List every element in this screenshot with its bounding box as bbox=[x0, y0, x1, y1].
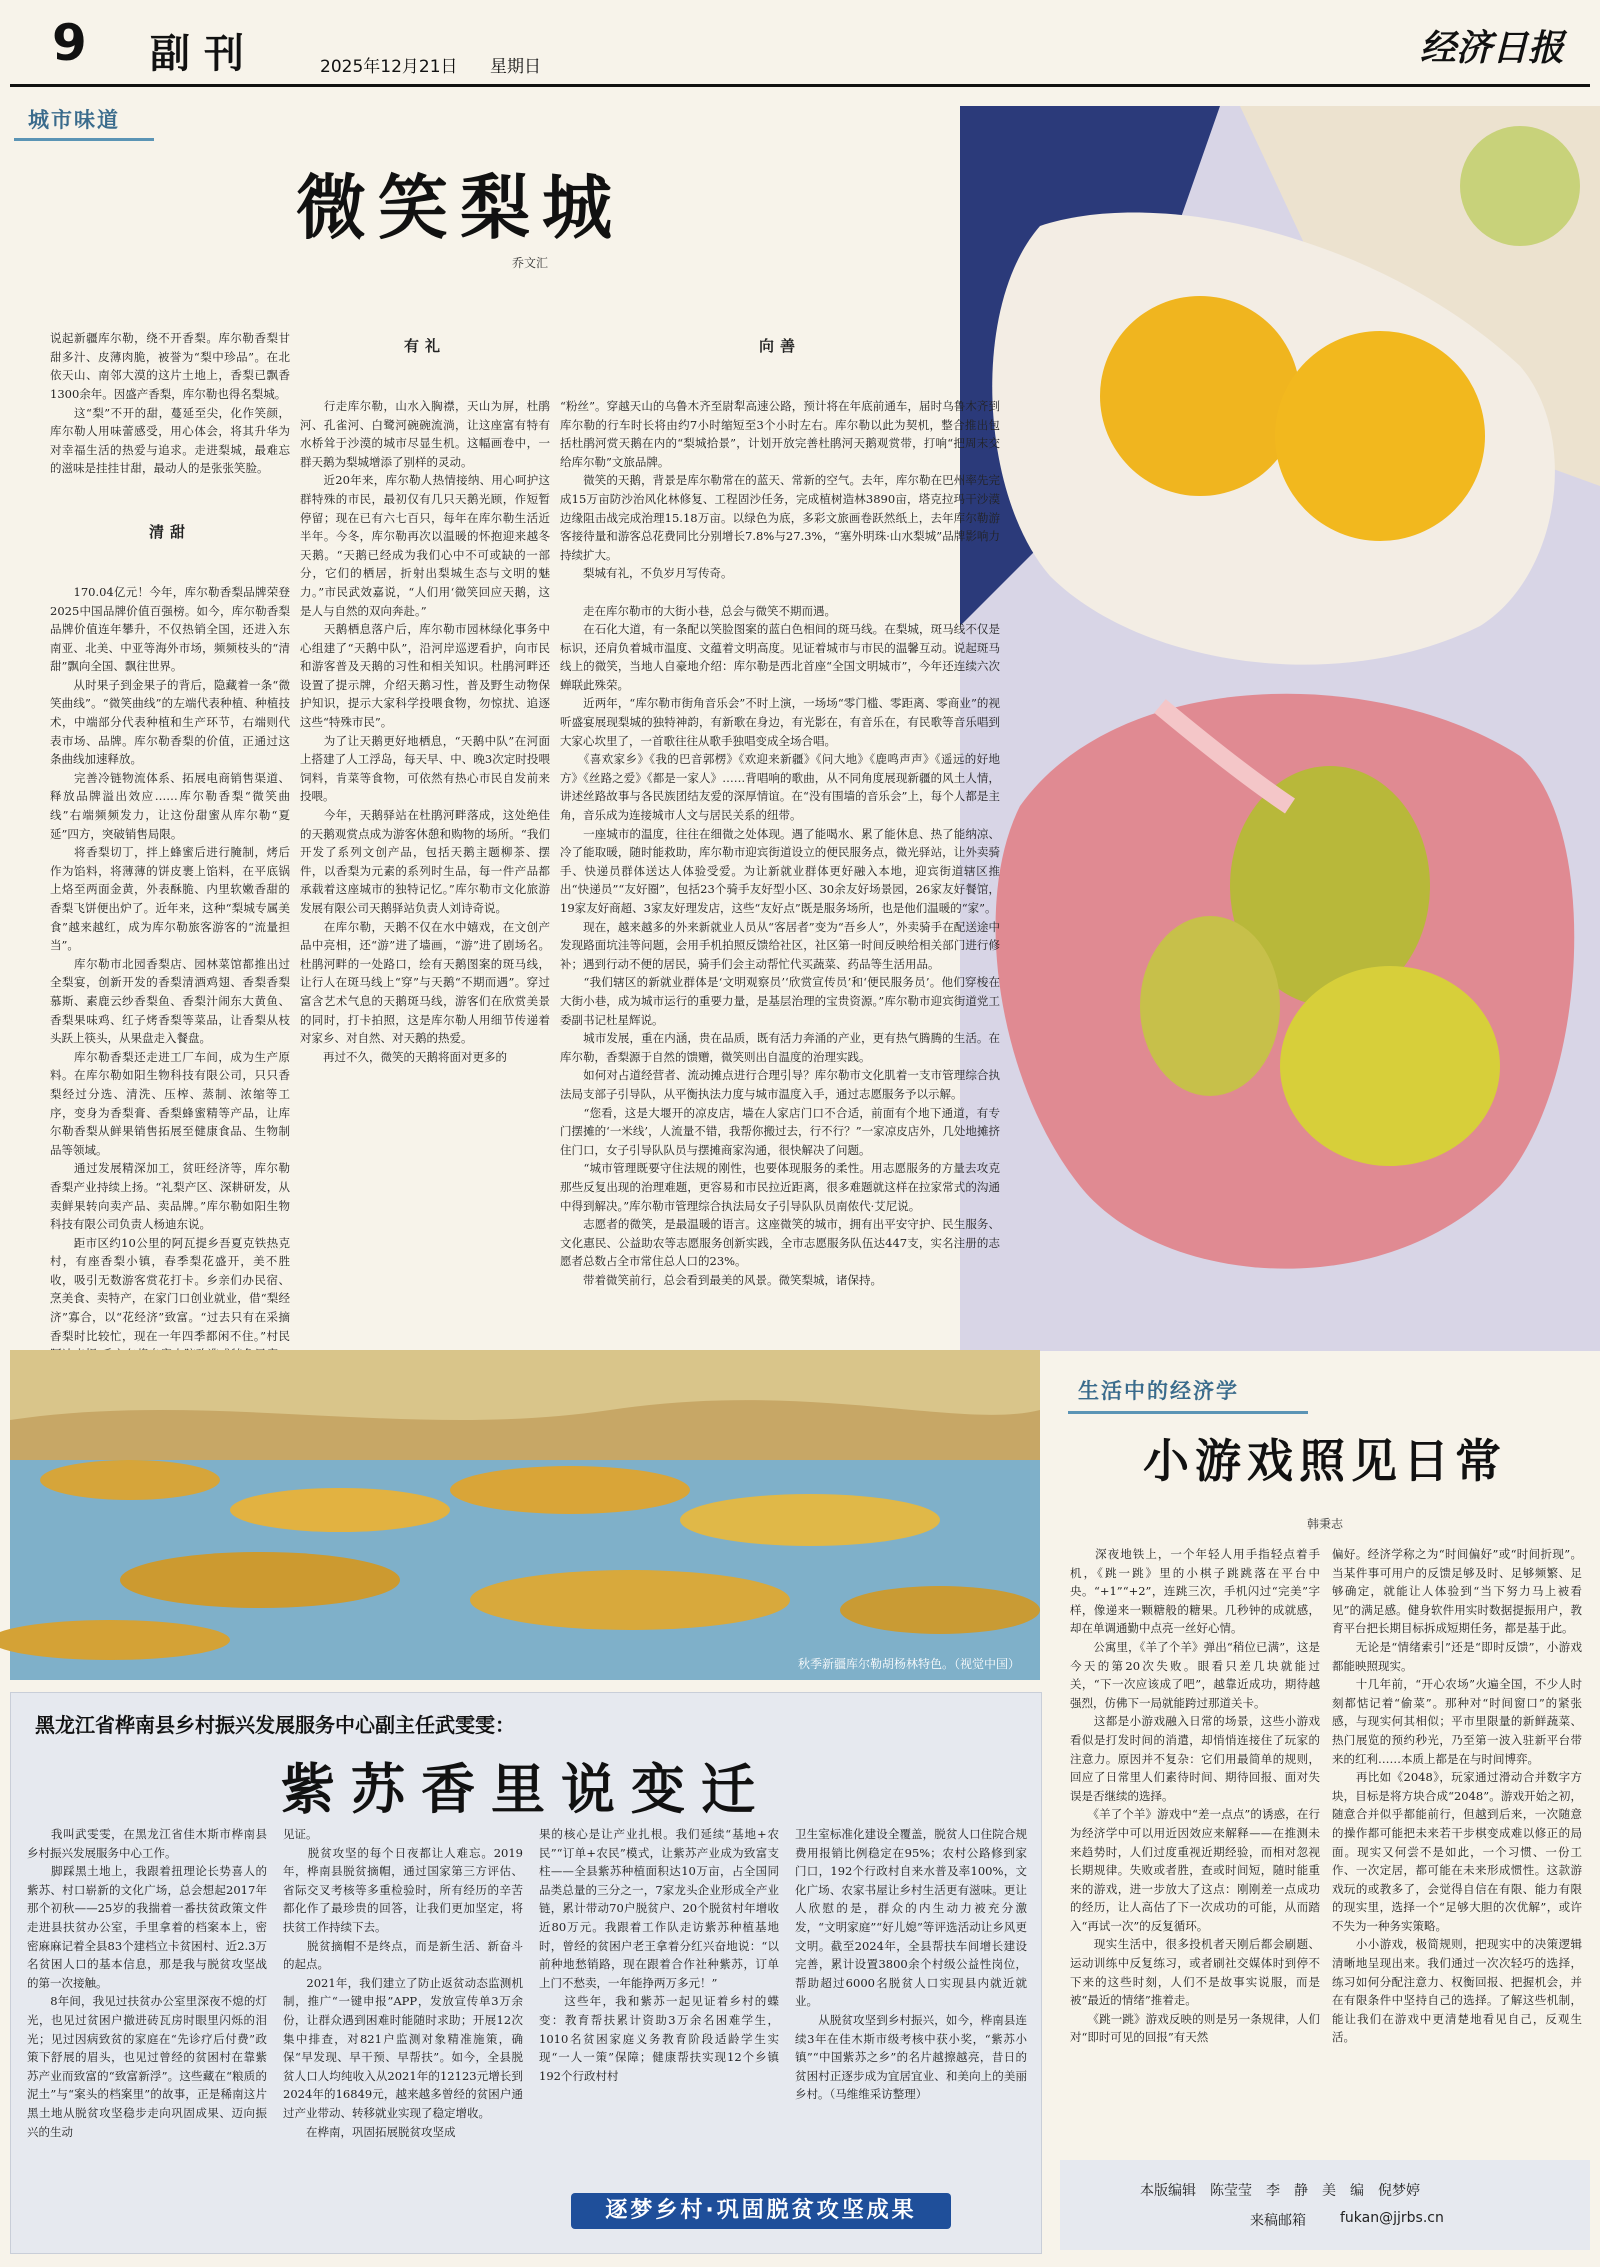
column-tag-underline bbox=[14, 138, 154, 141]
populus-forest-image bbox=[10, 1350, 1040, 1680]
article-column-3 bbox=[560, 292, 1000, 1352]
contact-email[interactable]: fukan@jjrbs.cn bbox=[1340, 2210, 1444, 2226]
article-title: 紫苏香里说变迁 bbox=[281, 1758, 771, 1821]
article-small-games bbox=[1060, 1355, 1590, 2145]
photo-caption: 秋季新疆库尔勒胡杨林特色。（视觉中国） bbox=[797, 1657, 1020, 1671]
article-column-1 bbox=[50, 292, 290, 1352]
section-heading: 有礼 bbox=[403, 337, 446, 356]
article-column-right: 偏好。经济学称之为“时间偏好”或“时间折现”。当某件事可用户的反馈足够及时、足够频繁、足够确定，就能让人体验到“当下努力马上被看见”的满足感。健身软件用实时数据提振用户，教育平台把长期目标拆成短期任务，都是基于此。 无论是“情绪索引”还是“即时反馈”，小游戏都能映照现实。 十几年前，“开心农场”火遍全国，不少人时刻都惦记着“偷菜”。那种对“时间窗口”的紧张感，与现实何其相似；平市里限量的新鲜蔬菜、热门展览的预约秒光，乃至第一波入驻新平台带来的红利……本质上都是在与时间博弈。 再比如《2048》，玩家通过滑动合并数字方块，目标是将方块合成“2048”。游戏开始之初，随意合并似乎都能前行，但越到后来，一次随意的操作都可能把未来若干步棋变成难以修正的局面。现实又何尝不是如此，一个习惯、一份工作、一次定居，都可能在未来形成惯性。这款游戏玩的或教多了，会觉得自信在有限、能力有限的现实里，选择一个“足够大胆的次优解”，或许不失为一种务实策略。 小小游戏，极简规则，把现实中的决策逻辑清晰地呈现出来。我们通过一次次轻巧的选择，练习如何分配注意力、权衡回报、把握机会，并在有限条件中坚持自己的选择。了解这些机制，能让我们在游戏中更清楚地看见自己，反观生活。 bbox=[1332, 1547, 1582, 2045]
header-rule bbox=[10, 84, 1590, 87]
section-heading: 清甜 bbox=[148, 523, 191, 542]
landscape-photo bbox=[10, 1350, 1040, 1680]
article-author: 韩秉志 bbox=[1306, 1517, 1343, 1531]
page-number: 9 bbox=[52, 14, 87, 72]
article-title: 微笑梨城 bbox=[296, 167, 624, 249]
article-column-2 bbox=[300, 292, 550, 1352]
contact-label: 来稿邮箱 bbox=[1250, 2213, 1306, 2229]
column-tag-underline bbox=[1068, 1411, 1308, 1414]
campaign-banner: 逐梦乡村·巩固脱贫攻坚成果 bbox=[571, 2193, 951, 2229]
article-title: 小游戏照见日常 bbox=[1143, 1434, 1507, 1488]
article-smiling-pear-city bbox=[0, 92, 1600, 1362]
article-column-3: 果的核心是让产业扎根。我们延续“基地+农民”“订单+农民”模式，让紫苏产业成为致富支柱——全县紫苏种植面积达10万亩，占全国同品类总量的三分之一，7家龙头企业形成全产业链，累计带动70户脱贫户、20个脱贫村年增收近80万元。我跟着工作队走访紫苏种植基地时，曾经的贫困户老王拿着分红兴奋地说：“以前种地愁销路，现在跟着合作社种紫苏，订单上门不愁卖，一年能挣两万多元！” 这些年，我和紫苏一起见证着乡村的蝶变：教育帮扶累计资助3万余名困难学生，1010名贫困家庭义务教育阶段适龄学生实现“一人一策”保障；健康帮扶实现12个乡镇192个行政村村 bbox=[539, 1827, 779, 2083]
editor-credits: 本版编辑 陈莹莹 李 静 美 编 倪梦婷 bbox=[1140, 2183, 1420, 2199]
pear-illustration bbox=[960, 106, 1600, 1351]
section-name: 副刊 bbox=[150, 31, 258, 77]
page-header bbox=[0, 0, 1600, 90]
intro-paragraph: 说起新疆库尔勒，绕不开香梨。库尔勒香梨甘甜多汁、皮薄肉脆，被誉为“梨中珍品”。在北依天山、南邻大漠的这片土地上，香梨已飘香1300余年。因盛产香梨，库尔勒也得名梨城。 这“梨”不开的甜，蔓延至尖，化作笑颜，库尔勒人用味蕾感受，用心体会，将其升华为对幸福生活的热爱与追求。走进梨城，最难忘的滋味是挂挂甘甜，最动人的是张张笑脸。 bbox=[50, 331, 290, 476]
section-body: 行走库尔勒，山水入胸襟，天山为屏，杜鹃河、孔雀河、白鹭河碗碗流淌，让这座富有特有水桥耸于沙漠的城市尽显生机。这幅画卷中，一群天鹅为梨城增添了别样的灵动。 近20年来，库尔勒人热情接纳、用心呵护这群特殊的市民，最初仅有几只天鹅光顾，作短暂停留；现在已有六七百只，每年在库尔勒生活近半年。今冬，库尔勒再次以温暖的怀抱迎来越冬天鹅。“天鹅已经成为我们心中不可或缺的一部分，它们的栖居，折射出梨城生态与文明的魅力。”市民武效嘉说，“人们用‘微笑回应天鹅，这是人与自然的双向奔赴。” 天鹅栖息落户后，库尔勒市园林绿化事务中心组建了“天鹅中队”，沿河岸巡逻看护，向市民和游客普及天鹅的习性和相关知识。杜鹃河畔还设置了提示牌，介绍天鹅习性，普及野生动物保护知识，提示大家科学投喂食物，勿惊扰、追逐这些“特殊市民”。 为了让天鹅更好地栖息，“天鹅中队”在河面上搭建了人工浮岛，每天早、中、晚3次定时投喂饲料，肯菜等食物，可依然有热心市民自发前来投喂。 今年，天鹅驿站在杜鹃河畔落成，这处绝佳的天鹅观赏点成为游客休憩和购物的场所。“我们开发了系列文创产品，包括天鹅主题柳茶、摆件，以香梨为元素的系列时生品，每一件产品都承载着这座城市的独特记忆。”库尔勒市文化旅游发展有限公司天鹅驿站负责人刘诗奇说。 在库尔勒，天鹅不仅在水中嬉戏，在文创产品中亮相，还“游”进了墙画，“游”进了剧场名。杜鹃河畔的一处路口，绘有天鹅图案的斑马线，让行人在斑马线上“穿”与天鹅“不期而遇”。穿过富含艺术气息的天鹅斑马线，游客们在欣赏美景的同时，打卡拍照，这是库尔勒人用细节传递着对家乡、对自然、对天鹅的热爱。 再过不久，微笑的天鹅将面对更多的 bbox=[300, 398, 550, 1064]
issue-date: 2025年12月21日 bbox=[320, 57, 458, 77]
article-perilla-box bbox=[10, 1692, 1042, 2254]
article-column-left: 深夜地铁上，一个年轻人用手指轻点着手机，《跳一跳》里的小棋子跳跳落在平台中央。“+1”“+2”，连跳三次，手机闪过“完美”字样，像递来一颗糖般的糖果。几秒钟的成就感，却在单调通勤中点亮一丝好心情。 公寓里，《羊了个羊》弹出“稍位已满”，这是今天的第20次失败。眼看只差几块就能过关，“下一次应该成了吧”，越靠近成功，期待越强烈，仿佛下一局就能跨过那道关卡。 这都是小游戏融入日常的场景，这些小游戏看似是打发时间的消遣，却悄悄连接住了玩家的注意力。原因并不复杂：它们用最简单的规则，回应了日常里人们素待时间、期待回报、面对失误是否继续的选择。 《羊了个羊》游戏中“差一点点”的诱惑，在行为经济学中可以用近因效应来解释——在推测未来趋势时，人们过度重视近期经验，而相对忽视长期规律。失败或者胜，查或时间短，随时能重来的游戏，进一步放大了这点：刚刚差一点成功的经历，让人高估了下一次成功的可能，从而踏入“再试一次”的反复循环。 现实生活中，很多投机者天刚后都会刷题、运动训练中反复练习，或者刷社交媒体时到停不下来的这些时刻，人们不是故事实说服，而是被“最近的情绪”推着走。 《跳一跳》游戏反映的则是另一条规律，人们对“即时可见的回报”有天然 bbox=[1070, 1547, 1320, 2045]
issue-weekday: 星期日 bbox=[490, 57, 541, 77]
section-body: 170.04亿元！今年，库尔勒香梨品牌荣登2025中国品牌价值百强榜。如今，库尔勒香梨品牌价值连年攀升，不仅热销全国，还进入东南亚、北美、中亚等海外市场，频频枝头的“清甜”飘向全国、飘往世界。 从时果子到金果子的背后，隐藏着一条“微笑曲线”。“微笑曲线”的左端代表种植、种植技术，中端部分代表种植和生产环节，右端则代表市场、品牌。库尔勒香梨的价值，正通过这条曲线加速释放。 完善冷链物流体系、拓展电商销售渠道、释放品牌溢出效应……库尔勒香梨“微笑曲线”右端频频发力，让这份甜蜜从库尔勒“夏延”四方，突破销售局限。 将香梨切丁，拌上蜂蜜后进行腌制，烤后作为馅料，将薄薄的饼皮裹上馅料，在平底锅上烙至两面金黄，外表酥脆、内里软嫩香甜的香梨飞饼便出炉了。近年来，这种“梨城专属美食”越来越红，成为库尔勒旅客游客的“流量担当”。 库尔勒市北园香梨店、园林菜馆都推出过全梨宴，创新开发的香梨清酒鸡翅、香梨香梨慕斯、素鹿云纱香梨鱼、香梨汁闹东大黄鱼、香梨果味鸡、红子烤香梨等菜品，让香梨从枝头跃上筷头，从果盘走入餐盘。 库尔勒香梨还走进工厂车间，成为生产原料。在库尔勒如阳生物科技有限公司，只只香梨经过分选、清洗、压榨、蒸制、浓缩等工序，变身为香梨膏、香梨蜂蜜精等产品，让库尔勒香梨从鲜果销售拓展至健康食品、生物制品等领域。 通过发展精深加工，贫旺经济等，库尔勒香梨产业持续上扬。“礼梨产区、深耕研发，从卖鲜果转向卖产品、卖品牌。”库尔勒如阳生物科技有限公司负责人杨迪东说。 距市区约10公里的阿瓦提乡吾夏克铁热克村，有座香梨小镇，春季梨花盛开，美不胜收，吸引无数游客赏花打卡。乡亲们办民宿、烹美食、卖特产，在家门口创业就业，借“梨经济”寡合，以“花经济”致富。“过去只有在采摘香梨时比较忙，现在一年四季都闲不住。”村民 bbox=[50, 584, 290, 1343]
section-heading: 向善 bbox=[758, 337, 801, 356]
masthead-logo: 经济日报 bbox=[1420, 27, 1565, 69]
section-body: “粉丝”。穿越天山的乌鲁木齐至尉犁高速公路，预计将在年底前通车，届时乌鲁木齐到库尔勒的行车时长将由约7小时缩短至3个小时左右。库尔勒以此为契机，整合推出包括杜鹃河赏天鹅在内的“梨城拾景”，计划开放完善杜鹃河天鹅观赏带，打响“把周末交给库尔勒”文旅品牌。 微笑的天鹅，背景是库尔勒常在的蓝天、常新的空气。去年，库尔勒在巴州率先完成15万亩防沙治风化林修复、工程固沙任务，完成植树造林3890亩，塔克拉玛干沙漠边缘阻击战完成治理15.18万亩。以绿色为底，多彩文旅画卷跃然纸上，去年库尔勒游客接待量和游客总花费同比分别增长7.8%与27.3%，“塞外明珠·山水梨城”品牌影响力持续扩大。 梨城有礼，不负岁月写传奇。 走在库尔勒市的大街小巷，总会与微笑不期而遇。 在石化大道，有一条配以笑脸图案的蓝白色相间的斑马线。在梨城，斑马线不仅是标识，还肩负着城市温度、文蕴着文明高度。见证着城市与市民的温馨互动。说起斑马线上的微笑，当地人自豪地介绍：库尔勒是西北首座“全国文明城市”，今年还连续六次蝉联此殊荣。 近两年，“库尔勒市街角音乐会”不时上演，一场场“零门槛、零距离、零商业”的视听盛宴展现梨城的独特神韵，有新歌在身边，有光影在，有音乐在，有民歌等音乐唱到大家心坎里了，一首歌往往从歌手独唱变成全场合唱。 《喜欢家乡》《我的巴音郭楞》《欢迎来新疆》《问大地》《鹿鸣声声》《遥远的好地方》《丝路之爱》《都是一家人》……背唱响的歌曲，从不同角度展现新疆的风土人情，讲述丝路故事与各民族团结友爱的深厚情谊。在“没有围墙的音乐会”上，每个人都是主角，音乐成为连接城市人文与居民关系的纽带。 一座城市的温度，往往在细微之处体现。遇了能喝水、累了能休息、热了能纳凉、冷了能取暖，随时能救助，库尔勒市迎宾街道设立的便民服务点，微光驿站，让外卖骑手、快递员群体送达人体验受爱。为让新就业群体更好融入本地，迎宾街道辖区推出“快递员”“友好圈”，包括23个骑手友好型小区、30余友好场景园，26家友好餐馆，19家友好商超、3家友好理发店，这些“友好点”既是服务场所，也是他们温暖的“家”。 现在，越来越多的外来新就业人员从“客居者”变为“吾乡人”，外卖骑手在配送途中发现路面坑洼等问题，会用手机拍照反馈给社区，社区第一时间反映给相关部门进行修补；遇到行动不便的居民，骑手们会主动帮忙代买蔬菜、药品等生活用品。 “我们辖区的新就业群体是‘文明观察员’‘欣赏宣传员’和‘便民服务员’。他们穿梭在大街小巷，成为城市运行的重要力量，是基层治理的宝贵资源。”库尔勒市迎宾街道党工委副书记杜星辉说。 城市发展，重在内涵，贵在品质，既有活力奔涌的产业，更有热气腾腾的生活。在库尔勒，香梨源于自然的馈赠，微笑则出自温度的治理实践。 如何对占道经营者、流动摊点进行合理引导？库尔勒市文化肌着一支市管理综合执法局支部子引导队，从平衡执法力度与城市温度入手，通过志愿服务予以示解。 “您看，这是大堰开的凉皮店，墙在人家店门口不合适，前面有个地下通道，有专门摆摊的‘一米线’，人流量不错，我帮你搬过去，行不行？”一家凉皮店外，几处地摊挤住门口，女子引导队队员与摆摊商家沟通，很快解决了问题。 “城市管理既要守住法规的刚性，也要体现服务的柔性。用志愿服务的方量去攻克那些反复出现的治理难题，更容易和市民拉近距离，很多难题就这样在拉家常式的沟通中得到解决。”库尔勒市管理综合执法局女子引导队队员南侬代·艾尼说。 志愿者的微笑，是最温暖的语言。这座微笑的城市，拥有出平安守护、民生服务、文化惠民、公益助农等志愿服务创新实践，全市志愿服务队伍达447支，实名注册的志愿者总数占全市常住总人口的23%。 带着微笑前行，总会看到最美的风景。微笑梨城，诸保持。 bbox=[560, 398, 1000, 1287]
article-column-4: 卫生室标准化建设全覆盖，脱贫人口住院合规费用报销比例稳定在95%；农村公路修到家门口，192个行政村自来水普及率100%，文化广场、农家书屋让乡村生活更有滋味。更让人欣慰的是，群众的内生动力被充分激发，“文明家庭”“好儿媳”等评选活动让乡风更文明。截至2024年，全县帮扶车间增长建设完善，累计设置3800余个村级公益性岗位，帮助超过6000名脱贫人口实现县内就近就业。 从脱贫攻坚到乡村振兴，如今，桦南县连续3年在佳木斯市级考核中获小奖，“紫苏小镇”“中国紫苏之乡”的名片越擦越亮，昔日的贫困村正逐步成为宜居宜业、和美向上的美丽乡村。（马维维采访整理） bbox=[795, 1827, 1027, 2102]
column-tag: 城市味道 bbox=[28, 108, 120, 132]
article-kicker: 黑龙江省桦南县乡村振兴发展服务中心副主任武雯雯： bbox=[35, 1713, 515, 1737]
article-column-1: 我叫武雯雯，在黑龙江省佳木斯市桦南县乡村振兴发展服务中心工作。 脚踩黑土地上，我跟着扭理论长势喜人的紫苏、村口崭新的文化广场，总会想起2017年那个初秋——25岁的我揣着一番扶贫政策文件走进县扶贫办公室，手里拿着的档案本上，密密麻麻记着全县83个建档立卡贫困村、近2.3万名贫困人口的基本信息，那是我与脱贫攻坚战的第一次接触。 8年间，我见过扶贫办公室里深夜不熄的灯光，也见过贫困户撤进砖瓦房时眼里闪烁的泪光；见过因病致贫的家庭在“先诊疗后付费”政策下舒展的眉头，也见过曾经的贫困村在靠紫苏产业而致富的“致富新浮”。这些藏在“粮质的泥土”与“案头的档案里”的故事，正是稀南这片黑土地从脱贫攻坚稳步走向巩固成果、迈向振兴的生动 bbox=[27, 1827, 267, 2139]
page-footer bbox=[1060, 2160, 1590, 2250]
article-author: 乔文汇 bbox=[511, 256, 548, 270]
column-tag: 生活中的经济学 bbox=[1078, 1379, 1239, 1403]
article-column-2: 见证。 脱贫攻坚的每个日夜都让人难忘。2019年，桦南县脱贫摘帽，通过国家第三方评估、省际交叉考核等多重检验时，所有经历的辛苦都化作了最珍贵的回答，让我们更加坚定，将扶贫工作持续下去。 脱贫摘帽不是终点，而是新生活、新奋斗的起点。 2021年，我们建立了防止返贫动态监测机制，推广“一键申报”APP，发放宣传单3万余份，让群众遇到困难时能随时求助；开展12次集中排查，对821户监测对象精准施策，确保“早发现、早干预、早帮扶”。如今，全县脱贫人口人均纯收入从2021年的12123元增长到2024年的16849元，越来越多曾经的贫困户通过产业带动、转移就业实现了稳定增收。 在桦南，巩固拓展脱贫攻坚成 bbox=[283, 1827, 523, 2139]
